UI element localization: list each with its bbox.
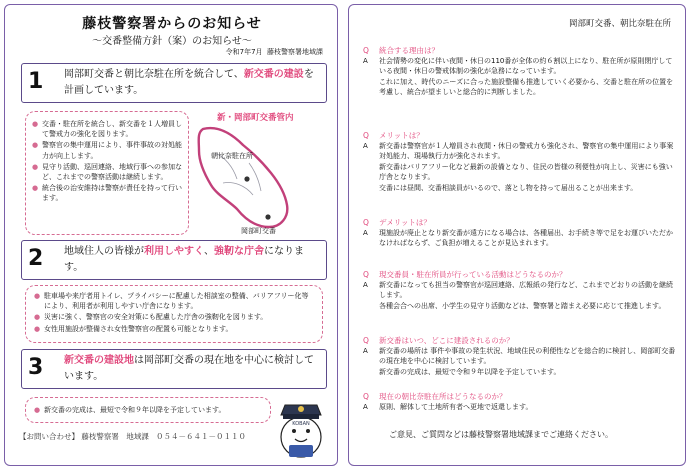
list-item: ● 災害に強く、警察官の安全対策にも配慮した庁舎の強靭化を図ります。 (34, 312, 314, 322)
page-subtitle: ～交番整備方針（案）のお知らせ～ (92, 36, 252, 47)
answer-2: 新交番は警察官が１人増員され夜間・休日の警戒力も強化され、警察官の集中運用により事案対処能力、現場執行力が強化されます。 新交番はバリアフリー化など最新の設備となり、住民の皆様の利便性が向上し、災害にも強い庁舎となります。 交番には昼間、交番相談員がいるので、落とし物を持って届出ることが出来ます。 (379, 142, 674, 192)
box-1-list (32, 119, 182, 204)
question-text (363, 130, 677, 141)
q-label: Q (363, 131, 369, 140)
section-2-text-before: 地域住人の皆様が (64, 246, 144, 257)
okabe-marker (265, 214, 270, 219)
a-label: A (363, 347, 368, 355)
q-label: Q (363, 392, 369, 401)
page-meta (226, 47, 323, 57)
qa-block-1 (363, 45, 677, 98)
list-item: ● 交番・駐在所を統合し、新交番を１人増員して警戒力の強化を図ります。 (32, 119, 182, 139)
right-header: 岡部町交番、朝比奈駐在所 (568, 19, 671, 29)
question-text (363, 45, 677, 56)
section-3-number: 3 (28, 355, 44, 380)
answer-text (363, 402, 677, 412)
qa-block-4 (363, 269, 677, 311)
box-2-list (34, 291, 314, 334)
right-panel (348, 4, 686, 466)
question-text (363, 269, 677, 280)
date-text: 令和7年7月 (225, 48, 263, 56)
map-title: 新・岡部町交番管内 (217, 113, 294, 123)
section-3-text (64, 353, 318, 385)
list-item: ● 統合後の治安維持は警察が責任を持って行います。 (32, 183, 182, 203)
section-2-text-after: になります。 (64, 246, 304, 273)
list-item: ● 女性用施設が整備され女性警察官の配置も可能となります。 (34, 324, 314, 334)
section-2 (21, 240, 327, 280)
q-label: Q (363, 218, 369, 227)
answer-6: 原則、解体して土地所有者へ更地で返還します。 (379, 403, 533, 411)
list-item: ● 見守り活動、巡回連絡、地域行事への参加など、これまでの警察活動は継続します。 (32, 162, 182, 182)
section-1-text (64, 67, 318, 99)
district-map (189, 123, 321, 233)
list-item: ● 警察官の集中運用により、事件事故の対処能力が向上します。 (32, 140, 182, 160)
section-1 (21, 63, 327, 103)
box-3-list (34, 405, 262, 415)
section-2-text-mid: 、 (204, 246, 214, 257)
section-2-text (64, 244, 318, 276)
question-4: 現交番員・駐在所員が行っている活動はどうなるのか？ (379, 270, 567, 279)
section-1-text-before: 岡部町交番と朝比奈駐在所を統合して、 (64, 69, 244, 80)
question-5: 新交番はいつ、どこに建設されるのか？ (379, 336, 514, 345)
answer-text (363, 280, 677, 311)
contact-info (19, 431, 246, 442)
contact-phone: ０５４－６４１－０１１０ (156, 432, 247, 441)
section-3 (21, 349, 327, 389)
q-label: Q (363, 336, 369, 345)
section-3-text-after: は岡部町交番の現在地を中心に検討しています。 (64, 355, 314, 382)
qa-block-5 (363, 335, 677, 377)
box-1 (25, 111, 189, 235)
closing-text: ご意見、ご質問などは藤枝警察署地域課までご連絡ください。 (389, 430, 613, 439)
a-label: A (363, 403, 368, 411)
map-label-asahina: 朝比奈駐在所 (211, 152, 253, 160)
answer-4: 新交番になっても担当の警察官が巡回連絡、広報紙の発行など、これまでどおりの活動を継続します。 各種会合への出席、小学生の見守り活動などは、警察署と踏まえ必要に応じて推進します。 (379, 281, 673, 310)
a-label: A (363, 142, 368, 150)
answer-text (363, 228, 677, 249)
qa-block-3 (363, 217, 677, 249)
section-1-text-after: を計画しています。 (64, 69, 314, 96)
qa-block-6 (363, 391, 677, 412)
list-item: ● 駐車場や来庁者用トイレ、プライバシーに配慮した相談室の整備、バリアフリー化等により、利用者が利用しやすい庁舎になります。 (34, 291, 314, 311)
qa-block-2 (363, 130, 677, 193)
question-text (363, 335, 677, 346)
page-title: 藤枝警察署からのお知らせ (82, 16, 262, 32)
a-label: A (363, 229, 368, 237)
a-label: A (363, 57, 368, 65)
district-outline (199, 128, 288, 227)
left-panel (4, 4, 338, 466)
section-1-text-red: 新交番の建設 (243, 69, 304, 80)
question-6: 現在の朝比奈駐在所はどうなるのか？ (379, 392, 507, 401)
section-1-number: 1 (28, 69, 44, 94)
question-text (363, 217, 677, 228)
map-label-okabe: 岡部町交番 (241, 227, 276, 235)
question-3: デメリットは？ (379, 218, 431, 227)
section-2-number: 2 (28, 246, 44, 271)
answer-text (363, 346, 677, 377)
question-1: 統合する理由は？ (379, 46, 439, 55)
answer-text (363, 56, 677, 98)
list-item: ● 新交番の完成は、最短で令和９年以降を予定しています。 (34, 405, 262, 415)
answer-text (363, 141, 677, 193)
section-3-text-red: 新交番の建設地 (64, 355, 134, 366)
a-label: A (363, 281, 368, 289)
q-label: Q (363, 46, 369, 55)
question-2: メリットは？ (379, 131, 424, 140)
contact-org: 藤枝警察署 地域課 (81, 432, 149, 441)
answer-3: 現施設が廃止となり新交番が遠方になる場合は、各種届出、お手続き等で足をお運びいただかなければならず、ご負担が増えることが見込まれます。 (379, 229, 673, 248)
question-text (363, 391, 677, 402)
section-2-text-red2: 強靭な庁舎 (214, 246, 264, 257)
org-text: 藤枝警察署地域課 (267, 48, 323, 56)
section-2-text-red1: 利用しやすく (144, 246, 204, 257)
police-mascot-icon (275, 397, 327, 461)
mascot-badge-text: KOBAN (292, 421, 310, 427)
q-label: Q (363, 270, 369, 279)
contact-label: 【お問い合わせ】 (19, 432, 79, 441)
answer-1: 社会情勢の変化に伴い夜間・休日の110番が全体の約６割以上になり、駐在所が原則閉庁している夜間・休日の警戒体制の強化が急務になっています。 これに加え、時代のニーズに合った施設整備も推進していく必要から、交番と駐在所の位置を考慮し、統合が望ましいと総合的に判断しました。 (379, 57, 674, 97)
answer-5: 新交番の場所は 事件や事故の発生状況、地域住民の利便性などを総合的に検討し、岡部町交番の現在地を中心に検討しています。 新交番の完成は、最短で令和９年以降を予定しています。 (379, 347, 676, 376)
box-2 (25, 285, 323, 343)
asahina-marker (244, 176, 249, 181)
box-3 (25, 397, 271, 423)
